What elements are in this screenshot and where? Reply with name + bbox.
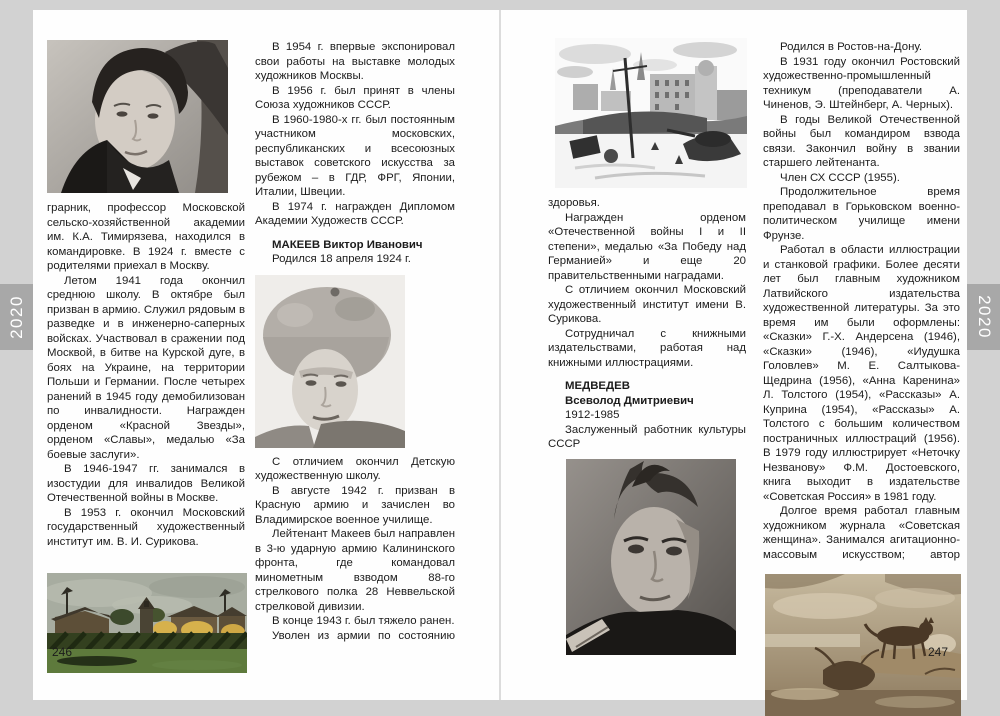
paragraph: В августе 1942 г. призван в Красную армию и зачислен во Владимирское военное училище.: [255, 484, 455, 526]
portrait-photo-artist: [47, 40, 228, 193]
year-tab-right-label: 2020: [974, 295, 994, 339]
entry-years: 1912-1985: [565, 409, 620, 421]
entry-heading-medvedev-surname: МЕДВЕДЕВ: [565, 380, 630, 392]
entry-heading-makeev: МАКЕЕВ Виктор Иванович: [272, 238, 423, 251]
paragraph: В конце 1943 г. был тяжело ранен.: [272, 615, 455, 627]
paragraph: В 1954 г. впервые экспонировал свои работы на выставке молодых художников Москвы.: [255, 41, 455, 82]
paragraph: грарник, профессор Московской сельско-хозяйственной академии им. К.А. Тимирязева, находился в командировке. В 1924 г. вместе с родителями приехал в Москву.: [47, 202, 245, 272]
paragraph: Продолжительное время преподавал в Горьковском военно-политическом училище имени Фрунзе.: [763, 186, 960, 242]
page-gutter: [499, 10, 501, 700]
entry-title: Заслуженный работник культуры СССР: [548, 423, 746, 450]
paragraph: Лейтенант Макеев был направлен в 3-ю ударную армию Калининского фронта, где командовал минометным взводом 88-го стрелкового полка 28 Неввельской стрелковой дивизии.: [255, 528, 455, 613]
paragraph: Уволен из армии по состоянию: [272, 629, 455, 642]
paragraph: В 1946-1947 гг. занимался в изостудии для инвалидов Великой Отечественной войны в Москве.: [47, 463, 245, 504]
paragraph: Работал в области иллюстрации и станковой графики. Более десяти лет был главным художником Латвийского издательства художественной литературы. За это время им были оформлены: «Сказки» Г.-Х. Андерсена (1946), «Сказки» (1946), «Иудушка Головлев» М. Е. Салтыкова-Щедрина (1956), «Анна Каренина» Л. Толстого (1954), «Рассказы» А. Куприна (1954), «Рассказы» А. Толстого с большим количеством постраничных иллюстраций (1956). В 1979 году иллюстрирует «Неточку Незванову» Ф.М. Достоевского, книга выходит в издательстве «Советская Россия» в 1981 году.: [763, 244, 960, 503]
paragraph: С отличием окончил Детскую художественную школу.: [255, 455, 455, 482]
left-page-column-1: [47, 40, 245, 673]
paragraph: В 1960-1980-х гг. был постоянным участником московских, республиканских и всесоюзных выставок советского искусства за рубежом – в ГДР, ФРГ, Японии, Италии, Швеции.: [255, 113, 455, 198]
paragraph: В годы Великой Отечественной войны был командиром взвода связи. Закончил войну в звании старшего лейтенанта.: [763, 113, 960, 169]
portrait-photo-medvedev: [566, 459, 736, 655]
paragraph: Награжден орденом «Отечественной войны I и II степени», медалью «За Победу над Германией» и еще 20 правительственными наградами.: [548, 211, 746, 282]
right-page-column-4: [763, 40, 960, 716]
war-city-ink-drawing: [555, 38, 747, 188]
paragraph: Член СХ СССР (1955).: [780, 171, 900, 184]
page-number-left: 246: [52, 645, 73, 659]
paragraph: В 1974 г. награжден Дипломом Академии Художеств СССР.: [255, 200, 455, 227]
paragraph: Летом 1941 года окончил среднюю школу. В октябре был призван в армию. Служил рядовым в разведке и в инженерно-саперных войсках. Участвовал в сражении под Москвой, в битве на Курской дуге, в боях на Украине, на территории Польши и Германии. После четырех ранений в 1945 году демобилизован по инвалидности. Награжден орденом «Красной Звезды», орденом «Славы», медалью «За боевые заслуги».: [47, 274, 245, 461]
entry-heading-medvedev-name: Всеволод Дмитриевич: [565, 394, 694, 407]
right-page-column-3: [548, 38, 746, 655]
paragraph: В 1953 г. окончил Московский государственный художественный институт им. В. И. Сурикова.: [47, 506, 245, 548]
year-tab-left-label: 2020: [6, 295, 26, 339]
village-landscape-painting: [47, 573, 247, 673]
left-page-column-2: [255, 40, 455, 643]
paragraph: Долгое время работал главным художником журнала «Советская женщина». Занимался агитационно-массовым искусством; автор: [763, 505, 960, 561]
paragraph: Родился в Ростов-на-Дону.: [780, 41, 923, 53]
paragraph: Сотрудничал с книжными издательствами, работая над книжными иллюстрациями.: [548, 327, 746, 369]
paragraph: С отличием окончил Московский художественный институт имени В. Сурикова.: [548, 284, 746, 325]
page-number-right: 247: [928, 645, 949, 659]
entry-birthdate: Родился 18 апреля 1924 г.: [272, 253, 411, 265]
paragraph: В 1931 году окончил Ростовский художественно-промышленный техникум (преподаватели А. Чиненов, Э. Штейнберг, А. Черных).: [763, 55, 960, 111]
paragraph: В 1956 г. был принят в члены Союза художников СССР.: [255, 84, 455, 111]
portrait-photo-makeev: [255, 275, 405, 448]
paragraph: здоровья.: [548, 197, 600, 209]
year-tab-left: [0, 284, 33, 350]
year-tab-right: [967, 284, 1000, 350]
